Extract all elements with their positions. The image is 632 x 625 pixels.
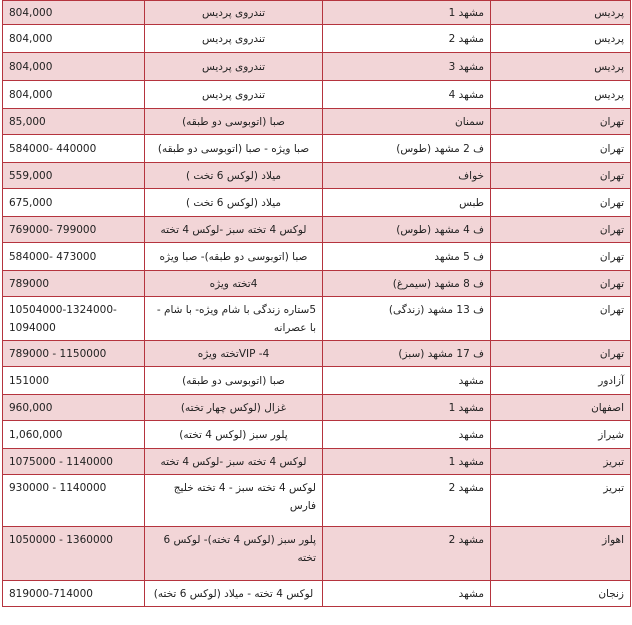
table-row <box>3 581 631 607</box>
price-cell: 1075000 - 1140000 <box>3 449 145 475</box>
table-row <box>3 81 631 109</box>
table-row <box>3 163 631 189</box>
price-cell: 10504000-1324000-1094000 <box>3 297 145 341</box>
origin-city-cell: زنجان <box>491 581 631 607</box>
price-cell: 804,000 <box>3 53 145 81</box>
table-row <box>3 367 631 395</box>
destination-cell: مشهد 3 <box>323 53 491 81</box>
origin-city-cell: تهران <box>491 341 631 367</box>
table-row <box>3 449 631 475</box>
train-type-cell: پلور سبز (لوکس 4 تخته) <box>145 421 323 449</box>
price-cell: 930000 - 1140000 <box>3 475 145 527</box>
destination-cell: مشهد 4 <box>323 81 491 109</box>
destination-cell: مشهد 2 <box>323 25 491 53</box>
destination-cell: ف 13 مشهد (زندگی) <box>323 297 491 341</box>
destination-cell: مشهد 2 <box>323 527 491 581</box>
price-cell: 1050000 - 1360000 <box>3 527 145 581</box>
train-fare-table <box>2 0 631 607</box>
train-type-cell: صبا (اتوبوسی دو طبقه) <box>145 367 323 395</box>
origin-city-cell: تهران <box>491 163 631 189</box>
price-cell: 960,000 <box>3 395 145 421</box>
origin-city-cell: تهران <box>491 243 631 271</box>
price-cell: 804,000 <box>3 81 145 109</box>
price-cell: 675,000 <box>3 189 145 217</box>
fare-table-container <box>2 0 630 607</box>
origin-city-cell: پردیس <box>491 25 631 53</box>
destination-cell: ف 17 مشهد (سبز) <box>323 341 491 367</box>
table-row <box>3 217 631 243</box>
destination-cell: سمنان <box>323 109 491 135</box>
price-cell: 789000 - 1150000 <box>3 341 145 367</box>
destination-cell: مشهد <box>323 367 491 395</box>
price-cell: 1,060,000 <box>3 421 145 449</box>
origin-city-cell: تهران <box>491 135 631 163</box>
train-type-cell: صبا (اتوبوسی دو طبقه)- صبا ویژه <box>145 243 323 271</box>
table-row <box>3 135 631 163</box>
destination-cell: مشهد <box>323 581 491 607</box>
table-row <box>3 53 631 81</box>
train-type-cell: پلور سبز (لوکس 4 تخته)- لوکس 6 تخته <box>145 527 323 581</box>
destination-cell: مشهد 1 <box>323 395 491 421</box>
table-row <box>3 297 631 341</box>
origin-city-cell: تهران <box>491 189 631 217</box>
destination-cell: مشهد 1 <box>323 1 491 25</box>
destination-cell: مشهد 2 <box>323 475 491 527</box>
train-type-cell: لوکس 4 تخته سبز - 4 تخته خلیج فارس <box>145 475 323 527</box>
train-type-cell: لوکس 4 تخته سبز -لوکس 4 تخته <box>145 449 323 475</box>
train-type-cell: تندروی پردیس <box>145 53 323 81</box>
destination-cell: مشهد 1 <box>323 449 491 475</box>
train-type-cell: غزال (لوکس چهار تخته) <box>145 395 323 421</box>
origin-city-cell: تهران <box>491 297 631 341</box>
origin-city-cell: اهواز <box>491 527 631 581</box>
train-type-cell: لوکس 4 تخته سبز -لوکس 4 تخته <box>145 217 323 243</box>
table-row <box>3 109 631 135</box>
destination-cell: طبس <box>323 189 491 217</box>
origin-city-cell: شیراز <box>491 421 631 449</box>
price-cell: 559,000 <box>3 163 145 189</box>
origin-city-cell: تبریز <box>491 449 631 475</box>
origin-city-cell: پردیس <box>491 1 631 25</box>
price-cell: 584000- 440000 <box>3 135 145 163</box>
table-row <box>3 527 631 581</box>
origin-city-cell: تبریز <box>491 475 631 527</box>
table-row <box>3 25 631 53</box>
train-type-cell: میلاد (لوکس 6 تخت ) <box>145 189 323 217</box>
destination-cell: مشهد <box>323 421 491 449</box>
table-row <box>3 189 631 217</box>
table-row <box>3 341 631 367</box>
price-cell: 769000- 799000 <box>3 217 145 243</box>
price-cell: 151000 <box>3 367 145 395</box>
train-type-cell: تندروی پردیس <box>145 81 323 109</box>
origin-city-cell: تهران <box>491 271 631 297</box>
destination-cell: ف 5 مشهد <box>323 243 491 271</box>
price-cell: 819000-714000 <box>3 581 145 607</box>
origin-city-cell: پردیس <box>491 81 631 109</box>
train-type-cell: 5ستاره زندگی با شام ویژه- با شام - با عصرانه <box>145 297 323 341</box>
table-row <box>3 1 631 25</box>
origin-city-cell: تهران <box>491 217 631 243</box>
train-type-cell: صبا (اتوبوسی دو طبقه) <box>145 109 323 135</box>
origin-city-cell: آزادور <box>491 367 631 395</box>
table-body <box>3 1 631 607</box>
origin-city-cell: تهران <box>491 109 631 135</box>
table-row <box>3 395 631 421</box>
price-cell: 85,000 <box>3 109 145 135</box>
table-row <box>3 243 631 271</box>
destination-cell: ف 8 مشهد (سیمرغ) <box>323 271 491 297</box>
price-cell: 804,000 <box>3 1 145 25</box>
price-cell: 789000 <box>3 271 145 297</box>
train-type-cell: VIP -4تخته ویژه <box>145 341 323 367</box>
destination-cell: خواف <box>323 163 491 189</box>
table-row <box>3 271 631 297</box>
table-row <box>3 421 631 449</box>
train-type-cell: میلاد (لوکس 6 تخت ) <box>145 163 323 189</box>
price-cell: 804,000 <box>3 25 145 53</box>
train-type-cell: تندروی پردیس <box>145 25 323 53</box>
train-type-cell: تندروی پردیس <box>145 1 323 25</box>
destination-cell: ف 2 مشهد (طوس) <box>323 135 491 163</box>
origin-city-cell: پردیس <box>491 53 631 81</box>
price-cell: 584000- 473000 <box>3 243 145 271</box>
train-type-cell: 4تخته ویژه <box>145 271 323 297</box>
destination-cell: ف 4 مشهد (طوس) <box>323 217 491 243</box>
table-row <box>3 475 631 527</box>
train-type-cell: صبا ویژه - صبا (اتوبوسی دو طبقه) <box>145 135 323 163</box>
train-type-cell: لوکس 4 تخته - میلاد (لوکس 6 تخته) <box>145 581 323 607</box>
origin-city-cell: اصفهان <box>491 395 631 421</box>
